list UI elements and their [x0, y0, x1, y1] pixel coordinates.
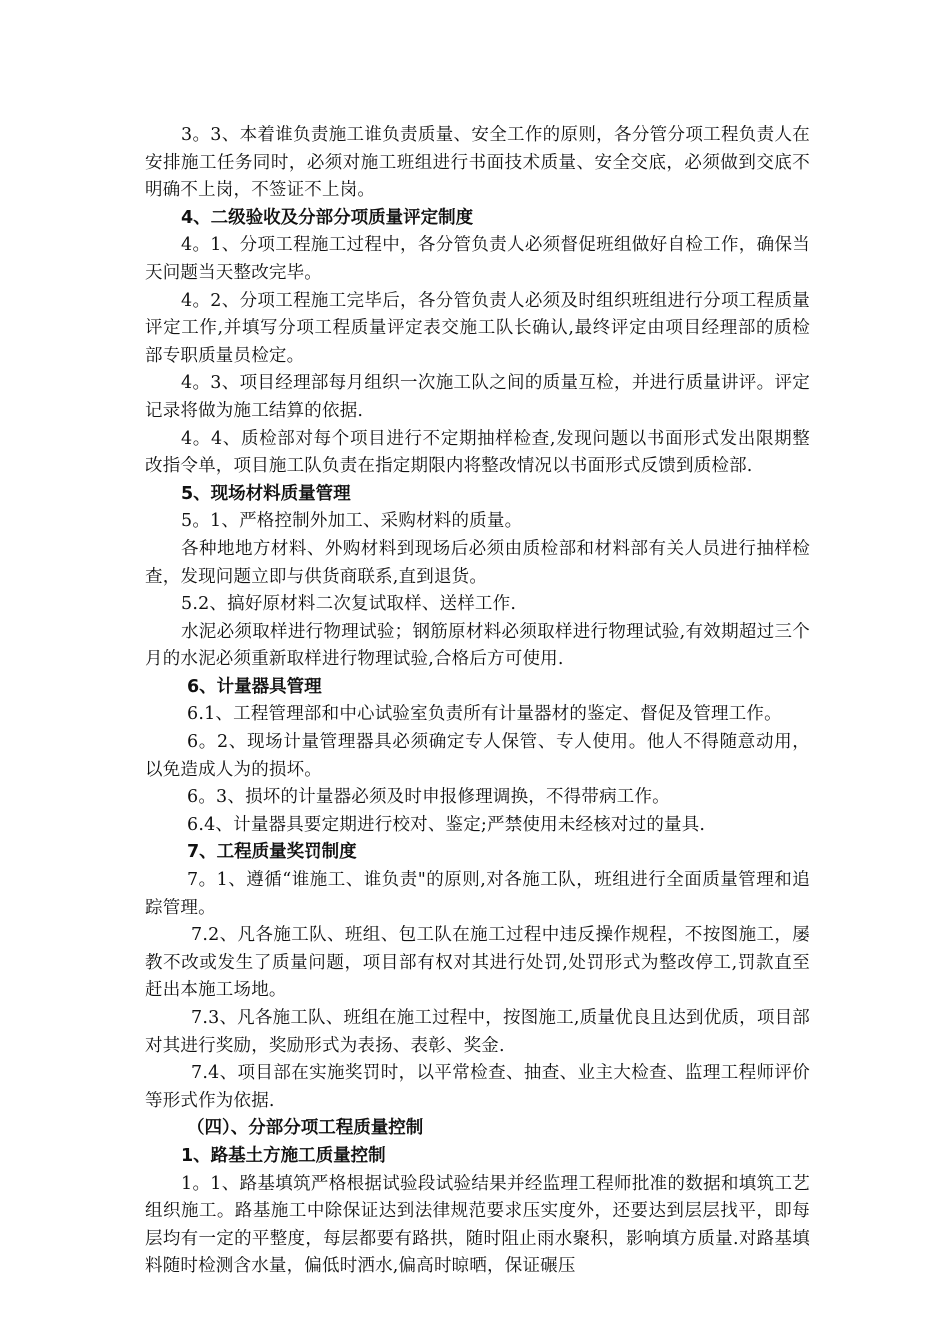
- heading-section-7: 7、工程质量奖罚制度: [187, 842, 357, 863]
- para-6-3: 6。3、损坏的计量器必须及时申报修理调换，不得带病工作。: [187, 787, 670, 808]
- heading-subsection-1: 1、路基土方施工质量控制: [181, 1145, 386, 1166]
- para-7-3: 7.3、凡各施工队、班组在施工过程中，按图施工,质量优良且达到优质，项目部对其进行奖励，奖励形式为表扬、表彰、奖金.: [145, 1008, 810, 1056]
- heading-part-4: （四）、分部分项工程质量控制: [187, 1118, 424, 1139]
- heading-section-5: 5、现场材料质量管理: [181, 483, 351, 504]
- heading-section-4: 4、二级验收及分部分项质量评定制度: [181, 207, 474, 228]
- para-7-1: 7。1、遵循“谁施工、谁负责"的原则,对各施工队，班组进行全面质量管理和追踪管理。: [145, 870, 810, 918]
- para-7-2: 7.2、凡各施工队、班组、包工队在施工过程中违反操作规程，不按图施工，屡教不改或发生了质量问题，项目部有权对其进行处罚,处罚形式为整改停工,罚款直至赶出本施工场地。: [145, 925, 810, 1001]
- para-5-2: 5.2、搞好原材料二次复试取样、送样工作.: [181, 594, 517, 615]
- para-6-2: 6。2、现场计量管理器具必须确定专人保管、专人使用。他人不得随意动用，以免造成人为的损坏。: [145, 732, 810, 780]
- para-6-1: 6.1、工程管理部和中心试验室负责所有计量器材的鉴定、督促及管理工作。: [187, 704, 782, 725]
- para-1-1: 1。1、路基填筑严格根据试验段试验结果并经监理工程师批准的数据和填筑工艺组织施工。路基施工中除保证达到法律规范要求压实度外，还要达到层层找平，即每层均有一定的平整度，每层都要有路拱，随时阻止雨水聚积，影响填方质量.对路基填料随时检测含水量，偏低时洒水,偏高时晾晒，保证碾压: [145, 1173, 810, 1277]
- para-5-1: 5。1、严格控制外加工、采购材料的质量。: [181, 511, 523, 532]
- para-7-4: 7.4、项目部在实施奖罚时，以平常检查、抽查、业主大检查、监理工程师评价等形式作为依据.: [145, 1063, 810, 1111]
- para-4-1: 4。1、分项工程施工过程中，各分管负责人必须督促班组做好自检工作，确保当天问题当天整改完毕。: [145, 235, 810, 283]
- para-5-1-detail: 各种地地方材料、外购材料到现场后必须由质检部和材料部有关人员进行抽样检查，发现问题立即与供货商联系,直到退货。: [145, 538, 810, 587]
- heading-section-6: 6、计量器具管理: [187, 676, 322, 697]
- para-6-4: 6.4、计量器具要定期进行校对、鉴定;严禁使用未经核对过的量具.: [187, 814, 706, 835]
- para-5-2-detail: 水泥必须取样进行物理试验；钢筋原材料必须取样进行物理试验,有效期超过三个月的水泥必须重新取样进行物理试验,合格后方可使用.: [145, 621, 810, 670]
- para-4-4: 4。4、质检部对每个项目进行不定期抽样检查,发现问题以书面形式发出限期整改指令单，项目施工队负责在指定期限内将整改情况以书面形式反馈到质检部.: [145, 428, 810, 477]
- para-3-3: 3。3、本着谁负责施工谁负责质量、安全工作的原则，各分管分项工程负责人在安排施工任务同时，必须对施工班组进行书面技术质量、安全交底，必须做到交底不明确不上岗，不签证不上岗。: [145, 125, 810, 201]
- para-4-3: 4。3、项目经理部每月组织一次施工队之间的质量互检，并进行质量讲评。评定记录将做为施工结算的依据.: [145, 373, 810, 421]
- para-4-2: 4。2、分项工程施工完毕后，各分管负责人必须及时组织班组进行分项工程质量评定工作,并填写分项工程质量评定表交施工队长确认,最终评定由项目经理部的质检部专职质量员检定。: [145, 290, 810, 366]
- document-body: [145, 122, 810, 1281]
